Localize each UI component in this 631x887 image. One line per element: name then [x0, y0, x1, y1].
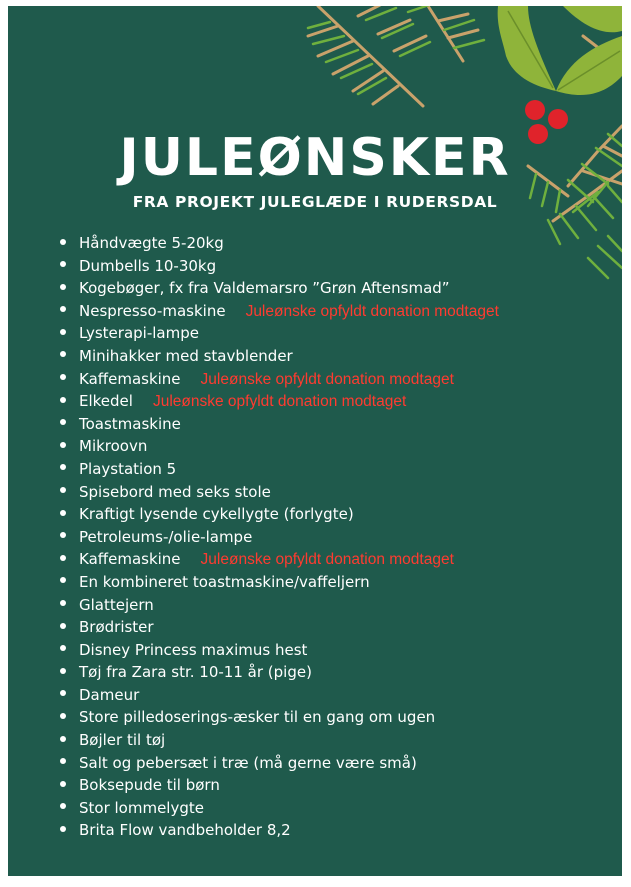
wish-text: Kraftigt lysende cykellygte (forlygte) [79, 505, 354, 524]
bullet-icon [60, 690, 66, 696]
bullet-icon [60, 645, 66, 651]
poster-title: JULEØNSKER [119, 128, 511, 188]
wish-list-item [60, 390, 499, 413]
fulfilled-note: Juleønske opfyldt donation modtaget [200, 370, 454, 388]
bullet-icon [60, 758, 66, 764]
wish-list-item [60, 548, 499, 571]
wish-list-item [60, 345, 499, 368]
bullet-icon [60, 713, 66, 719]
bullet-icon [60, 555, 66, 561]
wish-text: Kaffemaskine [79, 369, 181, 388]
bullet-icon [60, 803, 66, 809]
fulfilled-note: Juleønske opfyldt donation modtaget [152, 393, 407, 411]
wish-list-item [60, 277, 499, 300]
wish-list-item [60, 752, 499, 775]
wish-list-item [60, 435, 499, 458]
bullet-icon [60, 623, 66, 629]
wish-text: Nespresso-maskine [79, 301, 226, 320]
wish-text: Toastmaskine [79, 414, 181, 433]
wish-list-item [60, 706, 499, 729]
wish-text: Dameur [79, 685, 140, 704]
wish-text: Håndvægte 5-20kg [79, 234, 224, 252]
wish-list-item [60, 503, 499, 526]
wish-text: Playstation 5 [79, 459, 177, 478]
wish-text: Kaffemaskine [79, 550, 181, 569]
wish-text: Glattejern [79, 595, 154, 614]
bullet-icon [60, 419, 66, 425]
wish-list-item [60, 526, 499, 549]
bullet-icon [60, 668, 66, 674]
bullet-icon [60, 351, 66, 357]
wish-text: En kombineret toastmaskine/vaffeljern [79, 572, 370, 591]
bullet-icon [60, 464, 66, 470]
wish-text: Brita Flow vandbeholder 8,2 [79, 821, 291, 840]
wish-list-item [60, 616, 499, 639]
wish-list-item [60, 661, 499, 684]
wish-text: Mikroovn [79, 437, 148, 456]
wish-text: Minihakker med stavblender [79, 346, 293, 365]
fulfilled-note: Juleønske opfyldt donation modtaget [245, 302, 499, 320]
poster-subtitle: FRA PROJEKT JULEGLÆDE I RUDERSDAL [132, 193, 498, 211]
bullet-icon [60, 397, 66, 403]
wish-list-item [60, 232, 499, 255]
bullet-icon [60, 329, 66, 335]
wish-text: Kogebøger, fx fra Valdemarsro ”Grøn Aftensmad” [79, 279, 450, 298]
bullet-icon [60, 374, 66, 380]
wish-text: Dumbells 10-30kg [79, 256, 217, 275]
wish-list-item [60, 300, 499, 323]
wish-list-item [60, 639, 499, 662]
wish-list-item [60, 368, 499, 391]
poster [8, 6, 622, 876]
wish-list-item [60, 413, 499, 436]
holly-leaf-icon [498, 6, 622, 95]
wish-list-item [60, 594, 499, 617]
bullet-icon [60, 261, 66, 267]
wish-text: Elkedel [79, 392, 133, 411]
wish-list-item [60, 481, 499, 504]
wish-list-item [60, 571, 499, 594]
wish-text: Tøj fra Zara str. 10-11 år (pige) [79, 663, 312, 682]
bullet-icon [60, 600, 66, 606]
wish-text: Stor lommelygte [79, 798, 204, 817]
wish-text: Salt og pebersæt i træ (må gerne være små) [79, 753, 417, 772]
wish-text: Disney Princess maximus hest [79, 640, 308, 659]
wish-list-item [60, 819, 499, 842]
bullet-icon [60, 487, 66, 493]
wish-text: Spisebord med seks stole [79, 482, 271, 501]
bullet-icon [60, 826, 66, 832]
pine-branch-icon [308, 6, 622, 106]
bullet-icon [60, 510, 66, 516]
bullet-icon [60, 284, 66, 290]
wish-list [60, 232, 499, 842]
wish-list-item [60, 322, 499, 345]
wish-list-item [60, 797, 499, 820]
wish-text: Petroleums-/olie-lampe [79, 527, 253, 546]
wish-text: Store pilledoserings-æsker til en gang om ugen [79, 708, 436, 727]
fulfilled-note: Juleønske opfyldt donation modtaget [200, 551, 454, 569]
wish-list-item [60, 255, 499, 278]
wish-list-item [60, 684, 499, 707]
wish-list-item [60, 458, 499, 481]
wish-list-item [60, 729, 499, 752]
wish-text: Lysterapi-lampe [79, 324, 199, 343]
bullet-icon [60, 442, 66, 448]
bullet-icon [60, 306, 66, 312]
wish-list-item [60, 774, 499, 797]
bullet-icon [60, 781, 66, 787]
wish-text: Bøjler til tøj [79, 731, 166, 750]
bullet-icon [60, 239, 66, 245]
wish-text: Boksepude til børn [79, 776, 220, 795]
bullet-icon [60, 532, 66, 538]
bullet-icon [60, 736, 66, 742]
wish-text: Brødrister [79, 618, 154, 637]
bullet-icon [60, 577, 66, 583]
